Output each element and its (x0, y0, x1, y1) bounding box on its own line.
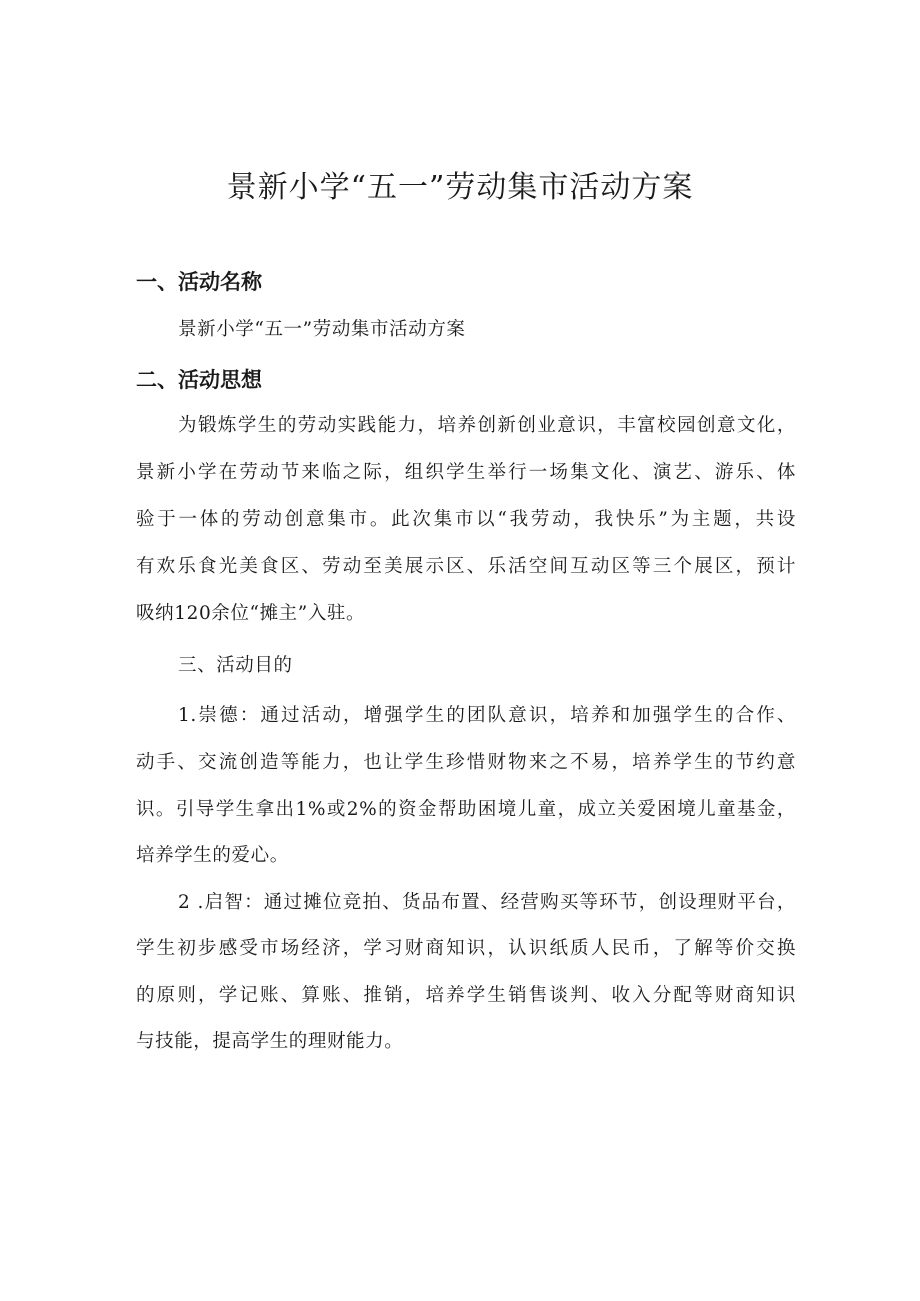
idea-line: 景新小学在劳动节来临之际，组织学生举行一场集文化、演艺、游乐、体 (136, 462, 796, 483)
idea-line: 吸纳120余位“摊主”入驻。 (136, 603, 366, 624)
idea-line: 验于一体的劳动创意集市。此次集市以“我劳动，我快乐”为主题，共设 (136, 509, 796, 530)
section-heading-activity-purpose: 三、活动目的 (178, 655, 293, 676)
purpose-item1-line: 识。引导学生拿出1%或2%的资金帮助困境儿童，成立关爱困境儿童基金， (136, 799, 796, 820)
section-heading-activity-idea: 二、活动思想 (136, 368, 262, 392)
purpose-item1-line: 培养学生的爱心。 (136, 845, 289, 866)
section-heading-activity-name: 一、活动名称 (136, 270, 262, 294)
idea-line: 为锻炼学生的劳动实践能力，培养创新创业意识，丰富校园创意文化， (178, 415, 796, 436)
purpose-item2-line: 2 .启智：通过摊位竞拍、货品布置、经营购买等环节，创设理财平台， (178, 892, 796, 913)
purpose-item1-line: 动手、交流创造等能力，也让学生珍惜财物来之不易，培养学生的节约意 (136, 752, 796, 773)
purpose-item2-line: 的原则，学记账、算账、推销，培养学生销售谈判、收入分配等财商知识 (136, 985, 796, 1006)
idea-line: 有欢乐食光美食区、劳动至美展示区、乐活空间互动区等三个展区，预计 (136, 556, 796, 577)
document-title: 景新小学“五一”劳动集市活动方案 (226, 170, 694, 205)
activity-name-text: 景新小学“五一”劳动集市活动方案 (178, 319, 466, 340)
purpose-item2-line: 学生初步感受市场经济，学习财商知识，认识纸质人民币，了解等价交换 (136, 938, 796, 959)
purpose-item1-line: 1.崇德：通过活动，增强学生的团队意识，培养和加强学生的合作、 (178, 705, 796, 726)
purpose-item2-line: 与技能，提高学生的理财能力。 (136, 1031, 404, 1052)
